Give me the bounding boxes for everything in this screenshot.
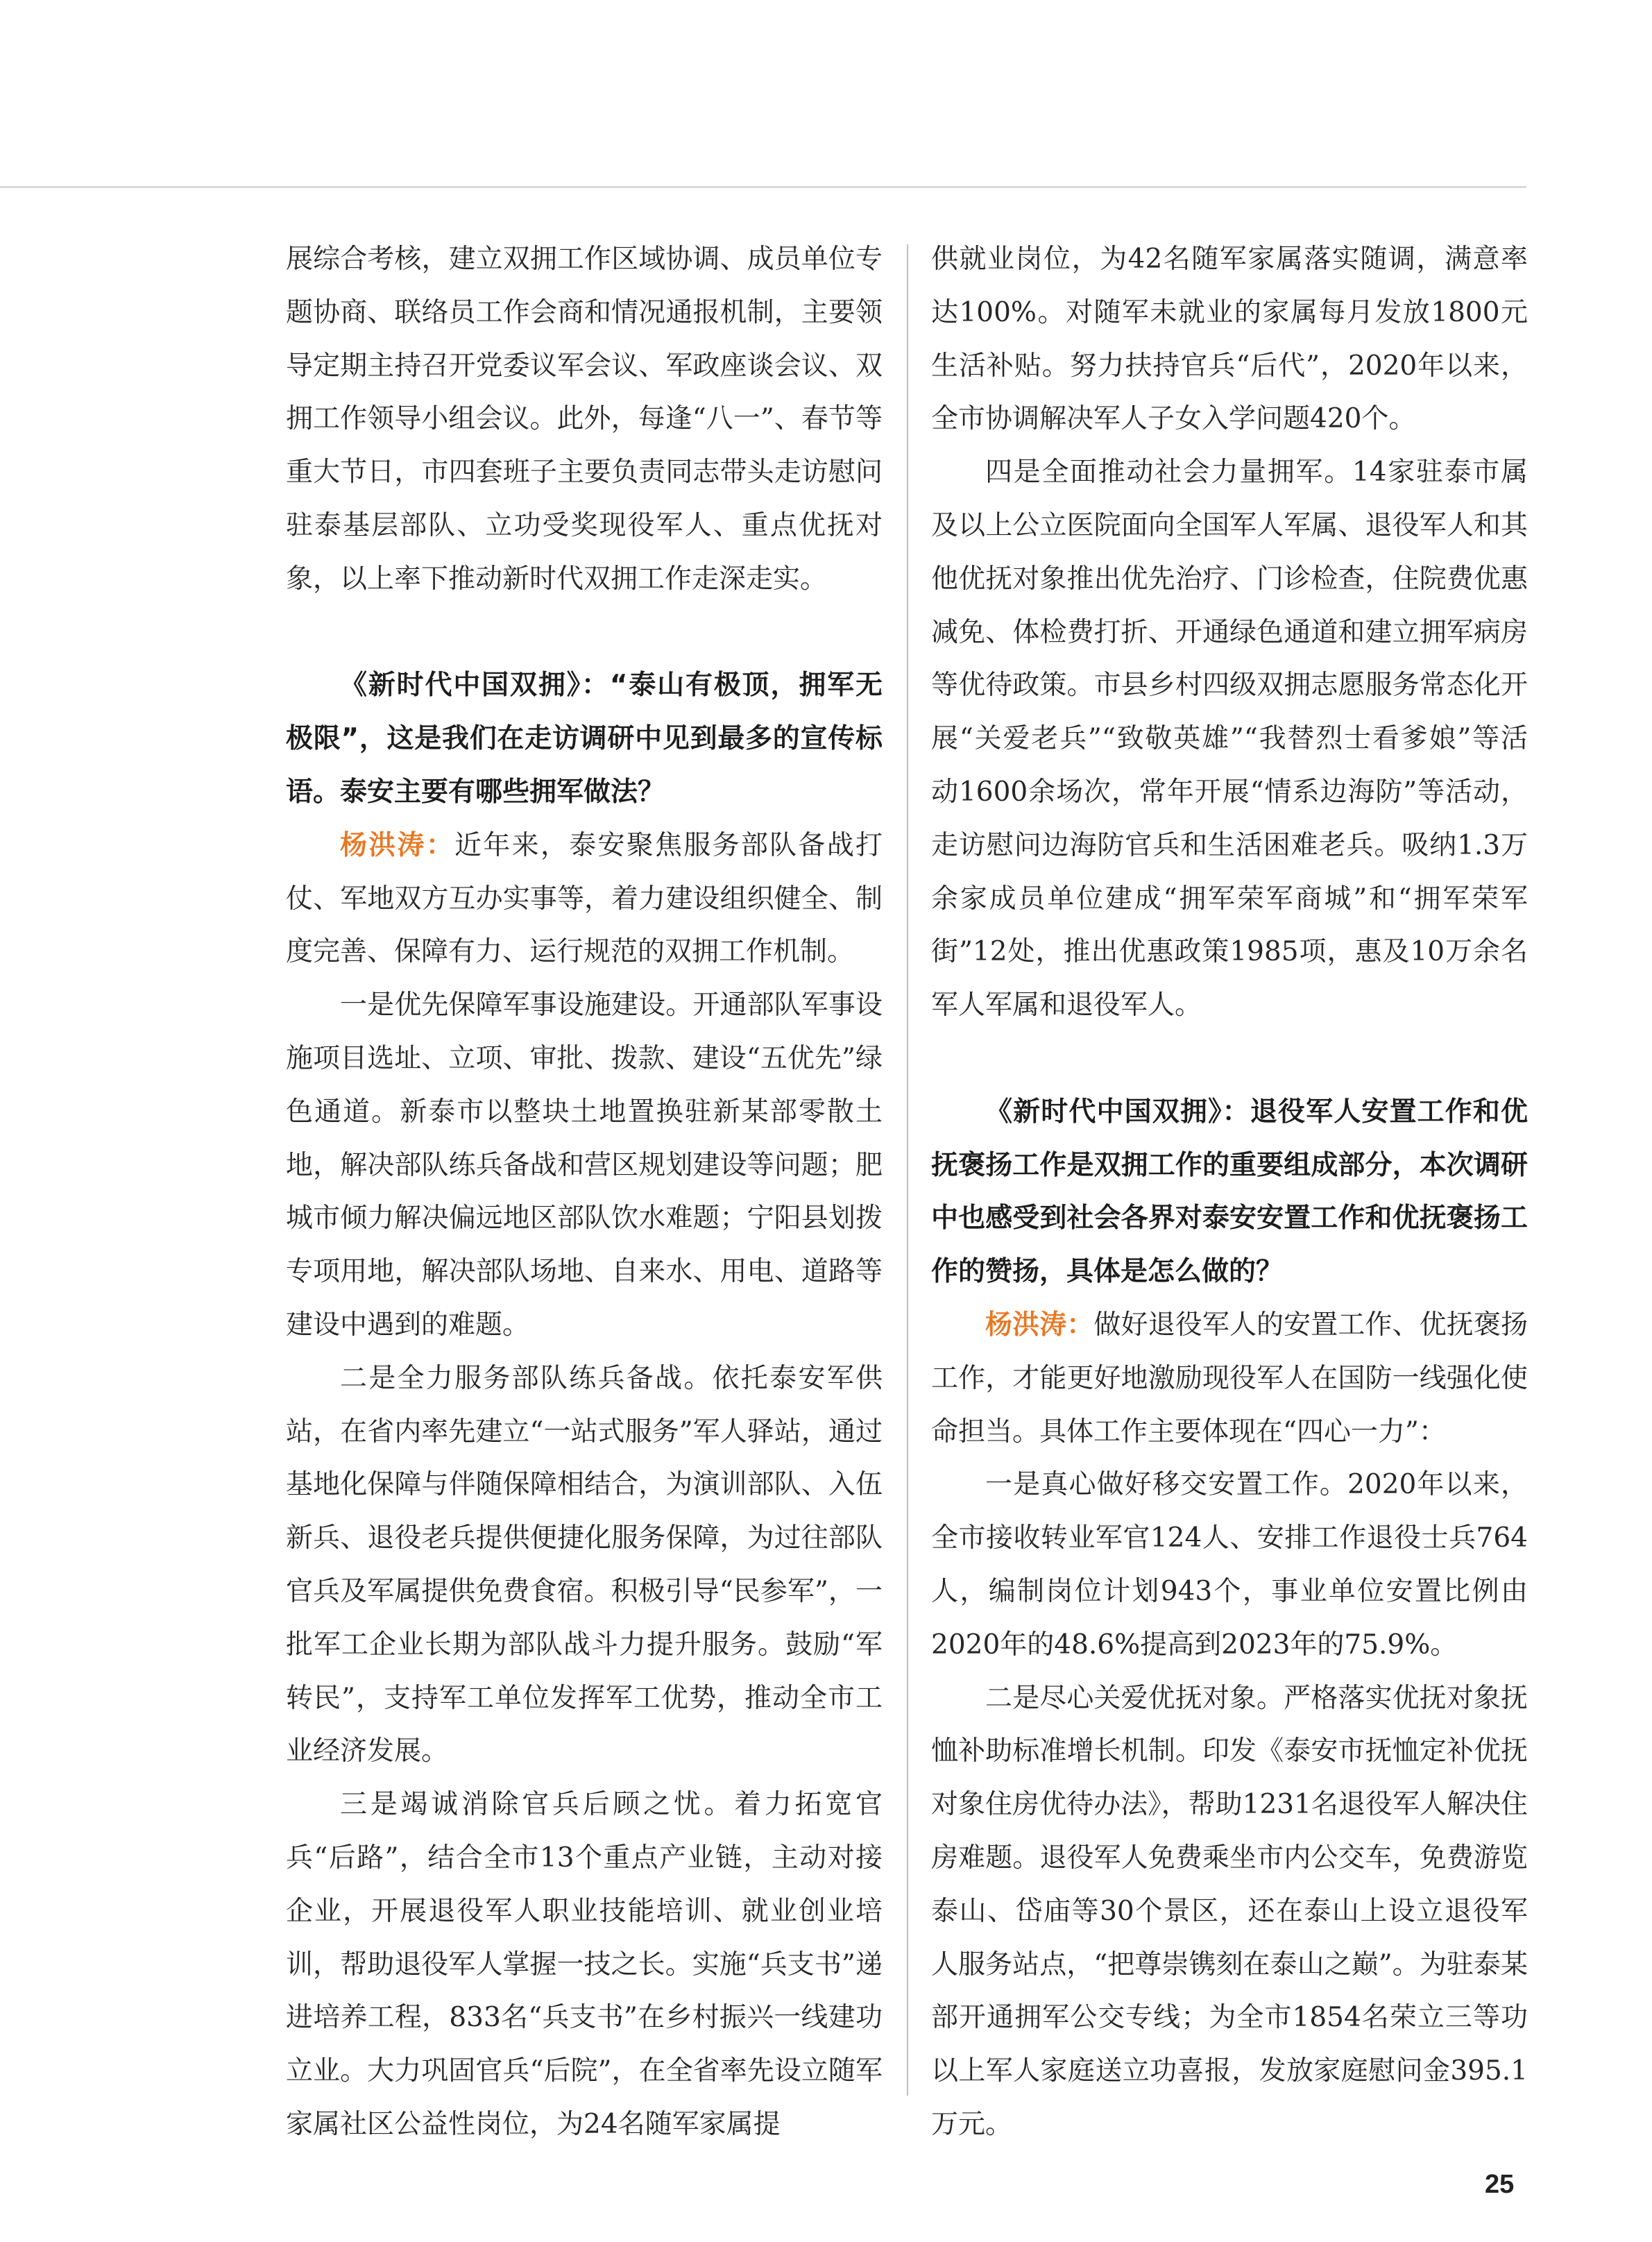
speaker-name: 杨洪涛： <box>985 1309 1094 1341</box>
interview-answer <box>286 819 883 979</box>
header-rule <box>0 186 1526 188</box>
paragraph: 展综合考核，建立双拥工作区域协调、成员单位专题协商、联络员工作会商和情况通报机制，主要领导定期主持召开党委议军会议、军政座谈会议、双拥工作领导小组会议。此外，每逢“八一”、春节等重大节日，市四套班子主要负责同志带头走访慰问驻泰基层部队、立功受奖现役军人、重点优抚对象，以上率下推动新时代双拥工作走深走实。 <box>286 244 883 595</box>
spacer <box>931 1033 1528 1086</box>
page-number: 25 <box>1485 2170 1515 2199</box>
paragraph: 三是竭诚消除官兵后顾之忧。着力拓宽官兵“后路”，结合全市13个重点产业链，主动对接企业，开展退役军人职业技能培训、就业创业培训，帮助退役军人掌握一技之长。实施“兵支书”递进培养工程，833名“兵支书”在乡村振兴一线建功立业。大力巩固官兵“后院”，在全省率先设立随军家属社区公益性岗位，为24名随军家属提 <box>286 1789 883 2140</box>
paragraph: 二是全力服务部队练兵备战。依托泰安军供站，在省内率先建立“一站式服务”军人驿站，通过基地化保障与伴随保障相结合，为演训部队、入伍新兵、退役老兵提供便捷化服务保障，为过往部队官兵及军属提供免费食宿。积极引导“民参军”，一批军工企业长期为部队战斗力提升服务。鼓励“军转民”，支持军工单位发挥军工优势，推动全市工业经济发展。 <box>286 1362 883 1767</box>
paragraph: 二是尽心关爱优抚对象。严格落实优抚对象抚恤补助标准增长机制。印发《泰安市抚恤定补优抚对象住房优待办法》，帮助1231名退役军人解决住房难题。退役军人免费乘坐市内公交车，免费游览泰山、岱庙等30个景区，还在泰山上设立退役军人服务站点，“把尊崇镌刻在泰山之巅”。为驻泰某部开通拥军公交专线；为全市1854名荣立三等功以上军人家庭送立功喜报，发放家庭慰问金395.1万元。 <box>931 1682 1528 2140</box>
answer-text: 近年来，泰安聚焦服务部队备战打仗、军地双方互办实事等，着力建设组织健全、制度完善、保障有力、运行规范的双拥工作机制。 <box>286 829 883 968</box>
interview-question: 《新时代中国双拥》：“泰山有极顶，拥军无极限”，这是我们在走访调研中见到最多的宣传标语。泰安主要有哪些拥军做法？ <box>286 670 883 808</box>
speaker-name: 杨洪涛： <box>340 829 455 861</box>
answer-text: 做好退役军人的安置工作、优抚褒扬工作，才能更好地激励现役军人在国防一线强化使命担当。具体工作主要体现在“四心一力”： <box>931 1309 1528 1447</box>
paragraph: 一是真心做好移交安置工作。2020年以来，全市接收转业军官124人、安排工作退役士兵764人，编制岗位计划943个，事业单位安置比例由2020年的48.6%提高到2023年的75.9%。 <box>931 1469 1528 1661</box>
paragraph: 一是优先保障军事设施建设。开通部队军事设施项目选址、立项、审批、拨款、建设“五优先”绿色通道。新泰市以整块土地置换驻新某部零散土地，解决部队练兵备战和营区规划建设等问题；肥城市倾力解决偏远地区部队饮水难题；宁阳县划拨专项用地，解决部队场地、自来水、用电、道路等建设中遇到的难题。 <box>286 990 883 1341</box>
column-divider <box>907 244 908 2096</box>
spacer <box>286 606 883 660</box>
paragraph: 供就业岗位，为42名随军家属落实随调，满意率达100%。对随军未就业的家属每月发放1800元生活补贴。努力扶持官兵“后代”，2020年以来，全市协调解决军人子女入学问题420个。 <box>931 244 1528 435</box>
left-column <box>286 233 883 2152</box>
interview-answer <box>931 1299 1528 1459</box>
right-column <box>931 233 1528 2152</box>
interview-question: 《新时代中国双拥》：退役军人安置工作和优抚褒扬工作是双拥工作的重要组成部分，本次调研中也感受到社会各界对泰安安置工作和优抚褒扬工作的赞扬，具体是怎么做的？ <box>931 1096 1528 1288</box>
paragraph: 四是全面推动社会力量拥军。14家驻泰市属及以上公立医院面向全国军人军属、退役军人和其他优抚对象推出优先治疗、门诊检查，住院费优惠减免、体检费打折、开通绿色通道和建立拥军病房等优待政策。市县乡村四级双拥志愿服务常态化开展“关爱老兵”“致敬英雄”“我替烈士看爹娘”等活动1600余场次，常年开展“情系边海防”等活动，走访慰问边海防官兵和生活困难老兵。吸纳1.3万余家成员单位建成“拥军荣军商城”和“拥军荣军街”12处，推出优惠政策1985项，惠及10万余名军人军属和退役军人。 <box>931 457 1528 1021</box>
